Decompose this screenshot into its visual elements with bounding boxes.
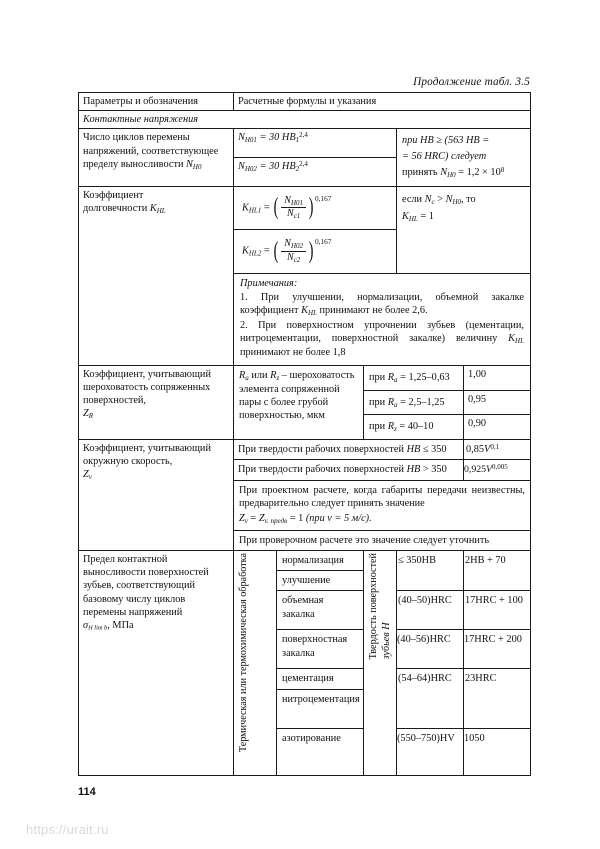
- cell-speed-value-1: [464, 439, 531, 459]
- param-durability-line1: Коэффициент: [83, 189, 144, 201]
- cell-speed-value-2: [464, 460, 531, 481]
- table-row-roughness: [79, 365, 531, 390]
- roughness-rz-symbol: R: [270, 369, 277, 381]
- roughness-cond-0-prefix: при: [369, 371, 386, 383]
- param-speed-symbol: Z: [83, 469, 89, 481]
- cond-durability-nc-sub: c: [431, 197, 435, 206]
- cell-treatment-2: объемная закалка: [277, 591, 364, 630]
- speed-cond-2-text: При твердости рабочих поверхностей: [238, 464, 404, 476]
- formula-khl2-exponent: 0,167: [315, 237, 332, 247]
- cond-durability-khl-sub: HL: [408, 214, 418, 223]
- table-header-row: [79, 93, 531, 111]
- cell-roughness-result-1: 0,95: [464, 390, 531, 415]
- cell-roughness-cond-0: [364, 365, 464, 390]
- cell-hardness-2: (40–56)HRC: [397, 630, 464, 669]
- formula-khl1-numerator: N: [284, 194, 291, 206]
- note-cycles-line3-post: = 1,2 × 10: [458, 166, 501, 178]
- formula-nh02-exp: 2,4: [299, 159, 308, 168]
- param-durability-line2: долговечности: [83, 202, 148, 214]
- formula-khl2-denominator: N: [287, 251, 294, 263]
- formula-khl1-lhs: K: [242, 202, 249, 214]
- roughness-cond-1-prefix: при: [369, 396, 386, 408]
- note-1-subscript: HL: [307, 308, 317, 317]
- note-cycles-line3-exp: 8: [500, 165, 505, 174]
- formula-nh01-symbol: N: [238, 132, 245, 144]
- roughness-cond-0-symbol: R: [387, 371, 395, 383]
- page-number: 114: [78, 786, 96, 798]
- section-title-row: [79, 111, 531, 129]
- speed-cond-2-relation: > 350: [422, 464, 447, 476]
- cell-param-roughness: [79, 365, 234, 439]
- param-speed-sub: v: [88, 473, 92, 482]
- formula-khl1-num-sub: H01: [290, 198, 304, 207]
- roughness-description-text: – шероховатость элемента сопряженной пары с более грубой поверхностью, мкм: [239, 369, 355, 421]
- cell-hardness-0: ≤ 350HB: [397, 551, 464, 591]
- speed-formula-tail: (при v = 5 м/с).: [305, 513, 372, 525]
- cell-speed-paragraph: [234, 480, 531, 530]
- continuation-caption: Продолжение табл. 3.5: [413, 76, 530, 88]
- cond-durability-khl-value: = 1: [420, 211, 434, 223]
- cell-roughness-result-0: 1,00: [464, 365, 531, 390]
- roughness-cond-0-sub: a: [394, 375, 398, 384]
- param-durability-symbol: K: [149, 202, 157, 214]
- formula-nh02-symbol: N: [238, 161, 245, 173]
- cell-roughness-cond-2: [364, 415, 464, 440]
- speed-cond-2-symbol: HB: [406, 464, 421, 476]
- cell-treatment-6: азотирование: [277, 728, 364, 775]
- cell-condition-durability: [397, 186, 531, 273]
- speed-value-2-exp: 0,005: [492, 463, 508, 472]
- note-2-symbol: K: [508, 332, 516, 344]
- speed-paragraph-line1: При проектном расчете, когда габариты передачи неизвестны, предварительно следует принять значение: [239, 484, 525, 510]
- note-2-text-a: 2. При поверхностном упрочнении зубьев (цементации, нитроцементации, поверхностной закалке) величину: [240, 319, 524, 344]
- cell-treatment-1: улучшение: [277, 571, 364, 591]
- cell-hardness-1: (40–50)HRC: [397, 591, 464, 630]
- cell-hardness-3: (54–64)HRC: [397, 669, 464, 728]
- speed-cond-1-symbol: HB: [406, 443, 421, 455]
- speed-value-1-base: 0,85: [466, 444, 485, 456]
- formula-khl1-denominator: N: [287, 208, 294, 220]
- cell-speed-cond-1: [234, 439, 464, 459]
- speed-formula-eq2: = 1: [289, 513, 304, 525]
- formula-nh01-sub2: 1: [295, 136, 300, 145]
- note-cycles-line1: при HB ≥ (563 HB =: [402, 135, 490, 147]
- note-1: [240, 291, 524, 318]
- formula-khl2-paren-open: (: [273, 237, 279, 264]
- param-endurance-unit: , МПа: [107, 619, 134, 631]
- note-1-text-b: принимают не более 2,6.: [319, 305, 428, 317]
- table-row-endurance: [79, 551, 531, 571]
- formula-khl2-fraction: [281, 238, 306, 265]
- cell-param-endurance: [79, 551, 234, 776]
- cell-treatment-0: нормализация: [277, 551, 364, 571]
- cell-hardness-4: (550–750)HV: [397, 728, 464, 775]
- roughness-cond-1-symbol: R: [387, 396, 395, 408]
- formula-nh01-exp: 2,4: [299, 131, 308, 140]
- cell-roughness-cond-1: [364, 390, 464, 415]
- param-endurance-symbol: σ: [83, 619, 89, 631]
- vert-label-treatment: Термическая или термохимическая обработка: [238, 553, 249, 753]
- roughness-ra-sub: a: [245, 373, 249, 382]
- note-2-subscript: HL: [515, 336, 524, 345]
- roughness-cond-2-symbol: R: [387, 421, 395, 433]
- cell-treatment-4: цементация: [277, 669, 364, 689]
- formula-nh02-rhs: = 30 HB: [259, 161, 296, 173]
- note-2-text-b: принимают не более 1,8: [240, 346, 346, 358]
- cell-value-2: 17HRC + 200: [464, 630, 531, 669]
- formula-nh02-sub: H02: [244, 164, 257, 173]
- cell-formula-nh02: [234, 157, 397, 186]
- cell-vert-header-treatment: [234, 551, 277, 776]
- table-row-cycles: [79, 129, 531, 158]
- roughness-rz-sub: z: [276, 373, 280, 382]
- cell-roughness-description: [234, 365, 364, 439]
- formula-khl2-num-sub: H02: [290, 241, 304, 250]
- roughness-ra-symbol: R: [239, 369, 246, 381]
- note-cycles-line3-sub: H0: [447, 170, 456, 179]
- roughness-cond-1-sub: a: [394, 400, 398, 409]
- formula-khl2-den-sub: c2: [293, 255, 301, 264]
- cell-value-0: 2HB + 70: [464, 551, 531, 591]
- vert-label-hardness-b: зубьев H: [380, 622, 392, 660]
- param-endurance-sub: H lim b: [88, 624, 108, 632]
- roughness-conjunction: или: [251, 369, 268, 381]
- roughness-cond-2-sub: z: [394, 424, 397, 433]
- speed-value-2-base: 0,925: [464, 464, 487, 476]
- formula-khl1-den-sub: c1: [293, 212, 301, 221]
- roughness-cond-2-prefix: при: [369, 421, 386, 433]
- vert-label-hardness: [368, 553, 394, 659]
- cond-durability-khl: K: [402, 211, 409, 223]
- param-roughness-sub: R: [88, 412, 94, 421]
- cond-durability-suffix: , то: [461, 193, 476, 205]
- cell-treatment-3: поверхностная закалка: [277, 630, 364, 669]
- cond-durability-nh0-sub: H0: [452, 197, 462, 206]
- header-formulas: Расчетные формулы и указания: [234, 93, 531, 111]
- cell-value-3: 23HRC: [464, 669, 531, 728]
- speed-formula-zv-sub: v: [244, 517, 248, 525]
- speed-cond-1-relation: ≤ 350: [422, 443, 447, 455]
- header-parameters: Параметры и обозначения: [79, 93, 234, 111]
- param-cycles-subscript: H0: [192, 162, 202, 171]
- cell-param-speed: [79, 439, 234, 550]
- param-durability-sub: HL: [156, 206, 166, 215]
- cond-durability-nh0: N: [445, 193, 453, 205]
- param-roughness-symbol: Z: [83, 408, 89, 420]
- formula-khl2-numerator: N: [284, 238, 291, 250]
- cell-param-cycles: [79, 129, 234, 186]
- cell-formula-khl1: $K_{HL1}$ = ( $\frac{N_{H01}}{N_{c1}}$ ) 0,167: [234, 186, 397, 230]
- speed-formula-zv: Z: [239, 513, 245, 525]
- cond-durability-nc: N: [424, 193, 432, 205]
- cell-roughness-result-2: 0,90: [464, 415, 531, 440]
- roughness-cond-1-value: = 2,5–1,25: [400, 396, 445, 408]
- note-cycles-line3-pre: принять: [402, 166, 438, 178]
- formula-khl1-paren-close: ): [308, 194, 314, 221]
- formula-nh01-rhs: = 30 HB: [259, 132, 296, 144]
- formula-nh01-sub: H01: [244, 136, 257, 145]
- table-container: [78, 92, 530, 776]
- speed-value-1-exp: 0,1: [490, 442, 500, 451]
- speed-paragraph-formula: [239, 511, 525, 526]
- note-1-symbol: K: [301, 305, 308, 317]
- cell-param-durability: [79, 186, 234, 365]
- table-row-durability: [79, 186, 531, 230]
- speed-value-1-v: V: [484, 444, 491, 456]
- cell-treatment-5: нитроцементация: [277, 689, 364, 728]
- formula-khl1-fraction: [281, 195, 306, 222]
- cond-durability-prefix: если: [402, 193, 423, 205]
- speed-formula-zvpredv-sub: v. предв: [264, 517, 288, 525]
- watermark-url: https://urait.ru: [26, 822, 109, 837]
- notes-title: Примечания:: [240, 277, 298, 289]
- cell-vert-header-hardness: [364, 551, 397, 776]
- cell-value-4: 1050: [464, 728, 531, 775]
- roughness-cond-0-value: = 1,25–0,63: [400, 371, 450, 383]
- cell-durability-notes: [234, 273, 531, 365]
- formula-khl2-lhs-sub: HL2: [248, 249, 262, 258]
- cond-durability-operator: >: [437, 193, 443, 205]
- note-cycles-line2: = 56 HRC) следует: [402, 150, 487, 162]
- param-endurance-text: Предел контактной выносливости поверхностей зубьев, соответствующий базовому числу циклов перемены напряжений: [83, 554, 209, 618]
- cell-formula-khl2: $K_{HL2}$ = ( $\frac{N_{H02}}{N_{c2}}$ ) 0,167: [234, 230, 397, 274]
- speed-formula-zvpredv: Z: [258, 513, 265, 525]
- cell-speed-verification: При проверочном расчете это значение следует уточнить: [234, 530, 531, 550]
- note-cycles-line3-symbol: N: [440, 166, 448, 178]
- param-cycles-symbol: N: [186, 158, 193, 170]
- speed-value-2-v: V: [486, 464, 493, 476]
- vert-label-hardness-a: Твердость поверхностей: [368, 553, 379, 660]
- formula-khl2-lhs: K: [242, 245, 249, 257]
- formula-khl1-paren-open: (: [273, 194, 279, 221]
- section-title-contact-stresses: Контактные напряжения: [79, 111, 531, 129]
- speed-cond-1-text: При твердости рабочих поверхностей: [238, 443, 404, 455]
- formula-nh02-sub2: 2: [295, 164, 300, 173]
- note-1-text-a: 1. При улучшении, нормализации, объемной закалке коэффициент: [240, 291, 524, 317]
- cell-speed-cond-2: [234, 460, 464, 481]
- parameters-table: [78, 92, 531, 776]
- formula-khl2-paren-close: ): [308, 237, 314, 264]
- formula-khl1-exponent: 0,167: [315, 193, 332, 203]
- roughness-cond-2-value: = 40–10: [399, 421, 434, 433]
- cell-note-cycles: [397, 129, 531, 186]
- param-speed-text: Коэффициент, учитывающий окружную скорость,: [83, 442, 211, 468]
- speed-formula-eq1: =: [250, 513, 257, 525]
- param-cycles-text: Число циклов перемены напряжений, соответствующее пределу выносливости: [83, 132, 219, 170]
- table-row-speed: [79, 439, 531, 459]
- cell-formula-nh01: [234, 129, 397, 158]
- formula-khl1-lhs-sub: HL1: [248, 205, 262, 214]
- cell-value-1: 17HRC + 100: [464, 591, 531, 630]
- param-roughness-text: Коэффициент, учитывающий шероховатость сопряженных поверхностей,: [83, 368, 211, 407]
- note-2: [240, 319, 524, 359]
